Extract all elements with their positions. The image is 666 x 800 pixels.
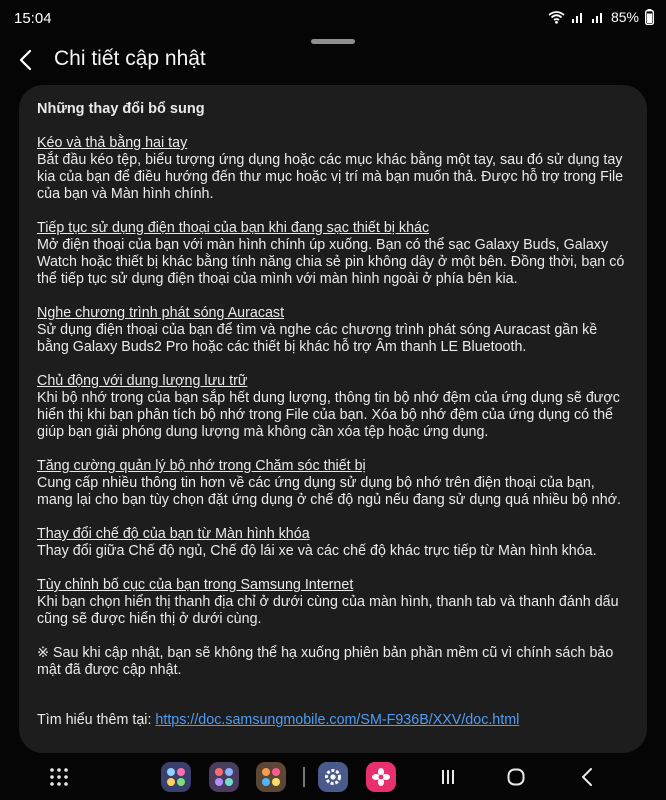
section-title: Thay đổi chế độ của bạn từ Màn hình khóa (37, 526, 310, 542)
section (37, 220, 629, 288)
back-icon[interactable] (574, 764, 600, 790)
learn-more-link[interactable]: https://doc.samsungmobile.com/SM-F936B/XXV/doc.html (155, 712, 520, 728)
gallery-icon[interactable] (366, 762, 396, 792)
section (37, 577, 629, 628)
section (37, 526, 629, 560)
section-title: Tiếp tục sử dụng điện thoại của bạn khi đang sạc thiết bị khác (37, 220, 430, 236)
section-body: Mở điện thoại của bạn với màn hình chính úp xuống. Bạn có thể sạc Galaxy Buds, Galaxy Watch hoặc thiết bị khác bằng tính năng chia sẻ pin không dây ở một bên. Đồng thời, bạn có thể tiếp tục sử dụng điện thoại của mình với màn hình ngoài ở phía bên kia. (37, 237, 625, 287)
downgrade-note: ※ Sau khi cập nhật, bạn sẽ không thể hạ xuống phiên bản phần mềm cũ vì chính sách bảo mật đã được cập nhật. (37, 645, 614, 678)
back-arrow-icon (18, 49, 34, 71)
app-pair-icon[interactable] (161, 762, 191, 792)
header (0, 40, 666, 78)
section (37, 135, 629, 203)
section-body: Bắt đầu kéo tệp, biểu tượng ứng dụng hoặc các mục khác bằng một tay, sau đó sử dụng tay kia của bạn để điều hướng đến thư mục hoặc vị trí mà bạn muốn thả. Được hỗ trợ trong File của bạn và Màn hình chính. (37, 152, 624, 202)
navigation-bar (0, 755, 666, 800)
section-title: Tùy chỉnh bố cục của bạn trong Samsung Internet (37, 577, 354, 593)
section-title: Chủ động với dung lượng lưu trữ (37, 373, 248, 389)
back-button[interactable] (10, 44, 42, 76)
learn-more (37, 712, 629, 729)
section-title: Tăng cường quản lý bộ nhớ trong Chăm sóc thiết bị (37, 458, 366, 474)
settings-icon[interactable] (318, 762, 348, 792)
learn-more-label: Tìm hiểu thêm tại: (37, 712, 156, 728)
section-title: Kéo và thả bằng hai tay (37, 135, 188, 151)
status-icons (548, 9, 654, 25)
section-body: Sử dụng điện thoại của bạn để tìm và nghe các chương trình phát sóng Auracast gần kề bằng Galaxy Buds2 Pro hoặc các thiết bị khác hỗ trợ Âm thanh LE Bluetooth. (37, 322, 598, 355)
wifi-icon (548, 10, 565, 24)
section-title: Nghe chương trình phát sóng Auracast (37, 305, 285, 321)
apps-grid-icon[interactable] (45, 763, 73, 791)
section-body: Khi bộ nhớ trong của bạn sắp hết dung lượng, thông tin bộ nhớ đệm của ứng dụng sẽ được hiển thị khi bạn phân tích bộ nhớ trong File của bạn. Xóa bộ nhớ đệm của ứng dụng có thể giúp bạn giải phóng dung lượng mà không cần xóa tệp hoặc ứng dụng. (37, 390, 620, 440)
battery-percent: 85% (610, 9, 639, 25)
taskbar-divider (303, 767, 305, 787)
section-body: Cung cấp nhiều thông tin hơn về các ứng dụng sử dụng bộ nhớ trên điện thoại của bạn, mang lại cho bạn tùy chọn đặt ứng dụng ở chế độ ngủ nếu đang sử dụng quá nhiều bộ nhớ. (37, 475, 621, 508)
signal-icon (571, 10, 585, 24)
app-folder-icon[interactable] (256, 762, 286, 792)
app-pair-icon[interactable] (209, 762, 239, 792)
section (37, 305, 629, 356)
status-bar (0, 0, 666, 38)
signal-icon (591, 10, 605, 24)
recents-icon[interactable] (435, 765, 461, 789)
update-details-card[interactable] (19, 85, 647, 753)
card-heading: Những thay đổi bổ sung (37, 101, 205, 117)
status-time: 15:04 (14, 10, 52, 27)
section (37, 458, 629, 509)
section (37, 373, 629, 441)
home-icon[interactable] (503, 764, 529, 790)
section-body: Thay đổi giữa Chế độ ngủ, Chế độ lái xe và các chế độ khác trực tiếp từ Màn hình khóa. (37, 543, 597, 559)
section-body: Khi bạn chọn hiển thị thanh địa chỉ ở dưới cùng của màn hình, thanh tab và thanh đánh dấu cũng sẽ được hiển thị ở dưới cùng. (37, 594, 619, 627)
battery-icon (645, 9, 654, 25)
page-title: Chi tiết cập nhật (54, 47, 206, 70)
